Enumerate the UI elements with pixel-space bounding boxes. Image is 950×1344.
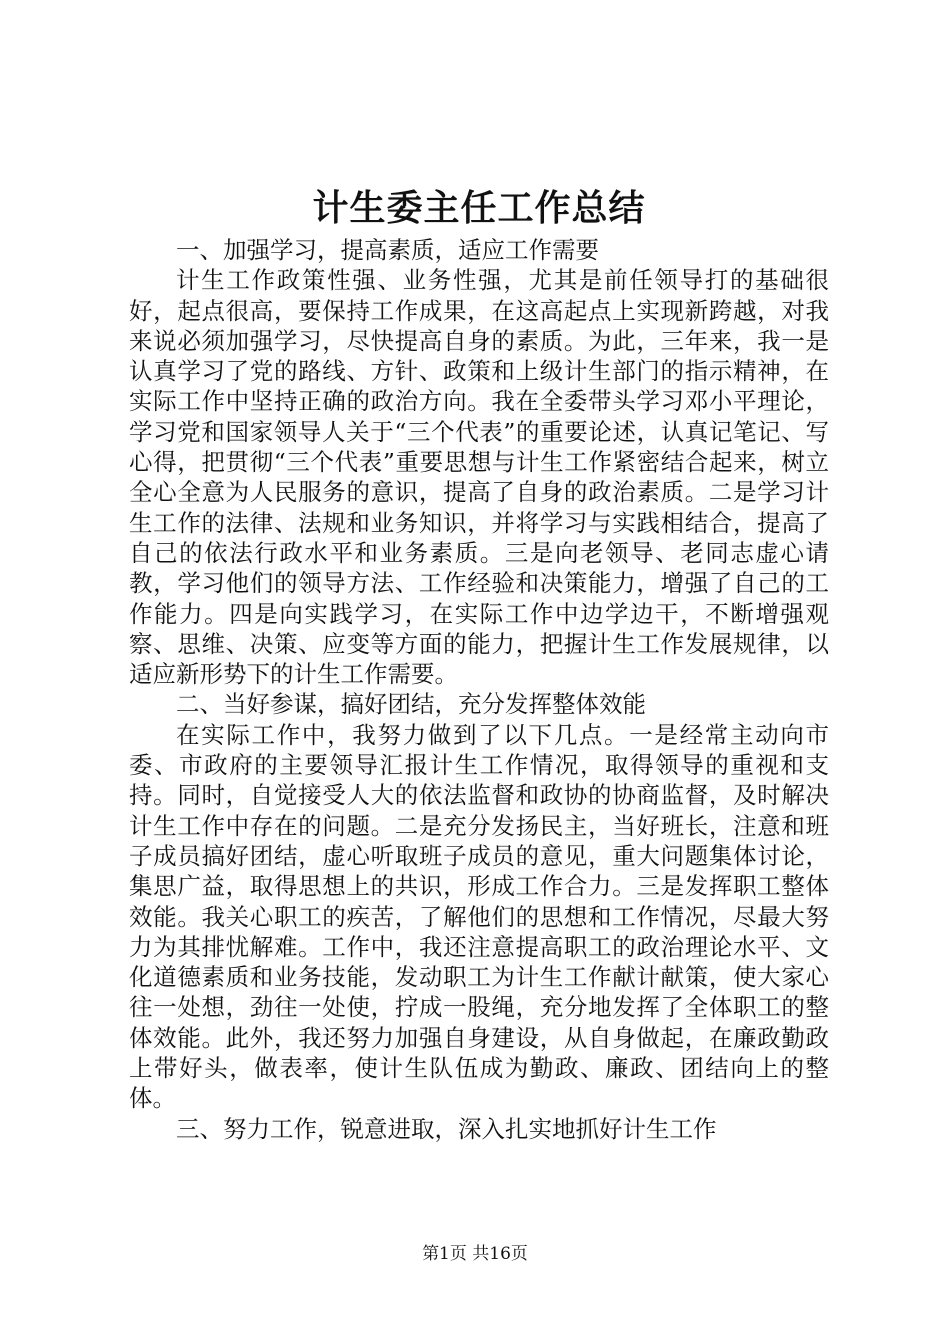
document-title: 计生委主任工作总结	[312, 187, 646, 229]
section-heading-1: 一、加强学习，提高素质，适应工作需要	[176, 236, 599, 264]
section-heading-3: 三、努力工作，锐意进取，深入扎实地抓好计生工作	[176, 1114, 717, 1143]
section-body-2: 在实际工作中，我努力做到了以下几点。一是经常主动向市委、市政府的主要领导汇报计生工作情况，取得领导的重视和支持。同时，自觉接受人大的依法监督和政协的协商监督，及时解决计生工作中存在的问题。二是充分发扬民主，当好班长，注意和班子成员搞好团结，虚心听取班子成员的意见，重大问题集体讨论，集思广益，取得思想上的共识，形成工作合力。三是发挥职工整体效能。我关心职工的疾苦，了解他们的思想和工作情况，尽最大努力为其排忧解难。工作中，我还注意提高职工的政治理论水平、文化道德素质和业务技能，发动职工为计生工作献计献策，使大家心往一处想，劲往一处使，拧成一股绳，充分地发挥了全体职工的整体效能。此外，我还努力加强自身建设，从自身做起，在廉政勤政上带好头，做表率，使计生队伍成为勤政、廉政、团结向上的整体。	[129, 720, 829, 1113]
section-heading-2: 二、当好参谋，搞好团结，充分发挥整体效能	[176, 690, 646, 719]
page-footer	[0, 1243, 950, 1265]
document-page	[129, 185, 829, 1144]
section-body-1: 计生工作政策性强、业务性强，尤其是前任领导打的基础很好，起点很高，要保持工作成果，在这高起点上实现新跨越，对我来说必须加强学习，尽快提高自身的素质。为此，三年来，我一是认真学习了党的路线、方针、政策和上级计生部门的指示精神，在实际工作中坚持正确的政治方向。我在全委带头学习邓小平理论，学习党和国家领导人关于“三个代表”的重要论述，认真记笔记、写心得，把贯彻“三个代表”重要思想与计生工作紧密结合起来，树立全心全意为人民服务的意识，提高了自身的政治素质。二是学习计生工作的法律、法规和业务知识，并将学习与实践相结合，提高了自己的依法行政水平和业务素质。三是向老领导、老同志虚心请教，学习他们的领导方法、工作经验和决策能力，增强了自己的工作能力。四是向实践学习，在实际工作中边学边干，不断增强观察、思维、决策、应变等方面的能力，把握计生工作发展规律，以适应新形势下的计生工作需要。	[129, 266, 829, 689]
page-indicator: 第1页 共16页	[422, 1244, 528, 1264]
